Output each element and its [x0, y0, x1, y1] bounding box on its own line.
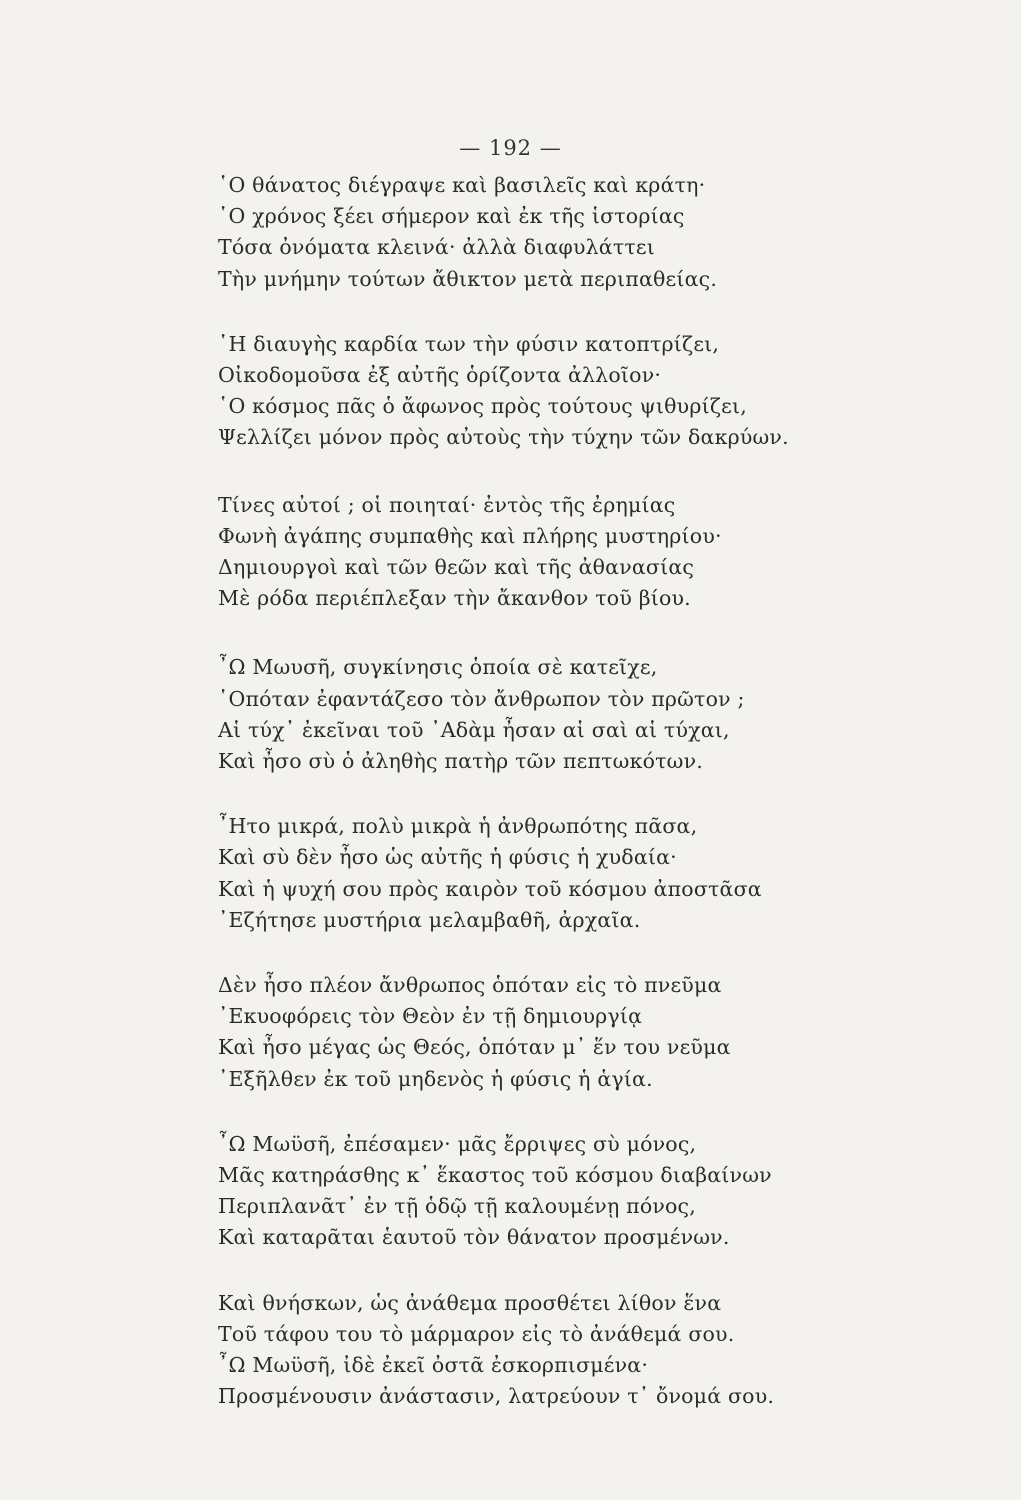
verse-line: Καὶ ἦσο σὺ ὁ ἀληθὴς πατὴρ τῶν πεπτωκότων.	[218, 749, 703, 774]
verse-line: ῾Η διαυγὴς καρδία των τὴν φύσιν κατοπτρίζει,	[218, 331, 720, 356]
verse-line: ῏Ω Μωυσῆ, συγκίνησις ὁποία σὲ κατεῖχε,	[218, 655, 658, 680]
stanza	[218, 329, 978, 454]
verse-line: Καὶ σὺ δὲν ἦσο ὡς αὐτῆς ἡ φύσις ἡ χυδαία·	[218, 845, 677, 870]
stanza	[218, 811, 978, 936]
verse-line: Φωνὴ ἀγάπης συμπαθὴς καὶ πλήρης μυστηρίου·	[218, 523, 722, 548]
verse-line: ᾿Εκυοφόρεις τὸν Θεὸν ἐν τῇ δημιουργίᾳ	[218, 1004, 643, 1029]
verse-line: Μᾶς κατηράσθης κ᾽ ἕκαστος τοῦ κόσμου διαβαίνων	[218, 1163, 772, 1188]
verse-line: Περιπλανᾶτ᾽ ἐν τῇ ὁδῷ τῇ καλουμένῃ πόνος,	[218, 1194, 696, 1219]
verse-line: Δημιουργοὶ καὶ τῶν θεῶν καὶ τῆς ἀθανασίας	[218, 555, 695, 580]
verse-line: ῾Οπόταν ἐφαντάζεσο τὸν ἄνθρωπον τὸν πρῶτον ;	[218, 686, 745, 711]
verse-line: ῾Ο κόσμος πᾶς ὁ ἄφωνος πρὸς τούτους ψιθυρίζει,	[218, 394, 747, 419]
poem	[218, 170, 978, 1447]
page-number: — 192 —	[459, 136, 562, 160]
verse-line: Μὲ ρόδα περιέπλεξαν τὴν ἄκανθον τοῦ βίου.	[218, 586, 691, 611]
stanza	[218, 1288, 978, 1413]
verse-line: Ψελλίζει μόνον πρὸς αὐτοὺς τὴν τύχην τῶν δακρύων.	[218, 425, 789, 450]
verse-line: ῏Ητο μικρά, πολὺ μικρὰ ἡ ἀνθρωπότης πᾶσα,	[218, 814, 698, 839]
verse-line: Καὶ θνήσκων, ὡς ἀνάθεμα προσθέτει λίθον ἕνα	[218, 1290, 722, 1315]
stanza	[218, 170, 978, 295]
verse-line: Τίνες αὐτοί ; οἱ ποιηταί· ἐντὸς τῆς ἐρημίας	[218, 492, 676, 517]
verse-line: ᾿Εξῆλθεν ἐκ τοῦ μηδενὸς ἡ φύσις ἡ ἁγία.	[218, 1066, 653, 1091]
verse-line: ῏Ω Μωϋσῆ, ἐπέσαμεν· μᾶς ἔρριψες σὺ μόνος,	[218, 1131, 697, 1156]
stanza	[218, 652, 978, 777]
stanza	[218, 1129, 978, 1254]
verse-line: Καὶ καταρᾶται ἑαυτοῦ τὸν θάνατον προσμένων.	[218, 1225, 730, 1250]
verse-line: Τόσα ὀνόματα κλεινά· ἀλλὰ διαφυλάττει	[218, 235, 655, 260]
verse-line: Καὶ ἡ ψυχή σου πρὸς καιρὸν τοῦ κόσμου ἀποστᾶσα	[218, 876, 762, 901]
verse-line: Καὶ ἦσο μέγας ὡς Θεός, ὁπόταν μ᾽ ἕν του νεῦμα	[218, 1035, 731, 1060]
verse-line: Προσμένουσιν ἀνάστασιν, λατρεύουν τ᾽ ὄνομά σου.	[218, 1384, 775, 1409]
verse-line: ῏Ω Μωϋσῆ, ἰδὲ ἐκεῖ ὀστᾶ ἐσκορπισμένα·	[218, 1353, 649, 1378]
stanza	[218, 490, 978, 615]
verse-line: ᾿Εζήτησε μυστήρια μελαμβαθῆ, ἀρχαῖα.	[218, 907, 641, 932]
stanza	[218, 970, 978, 1095]
verse-line: Αἱ τύχ᾽ ἐκεῖναι τοῦ ᾿Αδὰμ ἦσαν αἱ σαὶ αἱ τύχαι,	[218, 717, 730, 742]
verse-line: Τοῦ τάφου του τὸ μάρμαρον εἰς τὸ ἀνάθεμά σου.	[218, 1321, 735, 1346]
verse-line: Δὲν ἦσο πλέον ἄνθρωπος ὁπόταν εἰς τὸ πνεῦμα	[218, 973, 722, 998]
verse-line: ῾Ο χρόνος ξέει σήμερον καὶ ἐκ τῆς ἱστορίας	[218, 204, 685, 229]
verse-line: ῾Ο θάνατος διέγραψε καὶ βασιλεῖς καὶ κράτη·	[218, 173, 706, 197]
verse-line: Τὴν μνήμην τούτων ἄθικτον μετὰ περιπαθείας.	[218, 266, 718, 291]
verse-line: Οἰκοδομοῦσα ἐξ αὐτῆς ὁρίζοντα ἀλλοῖον·	[218, 363, 662, 388]
